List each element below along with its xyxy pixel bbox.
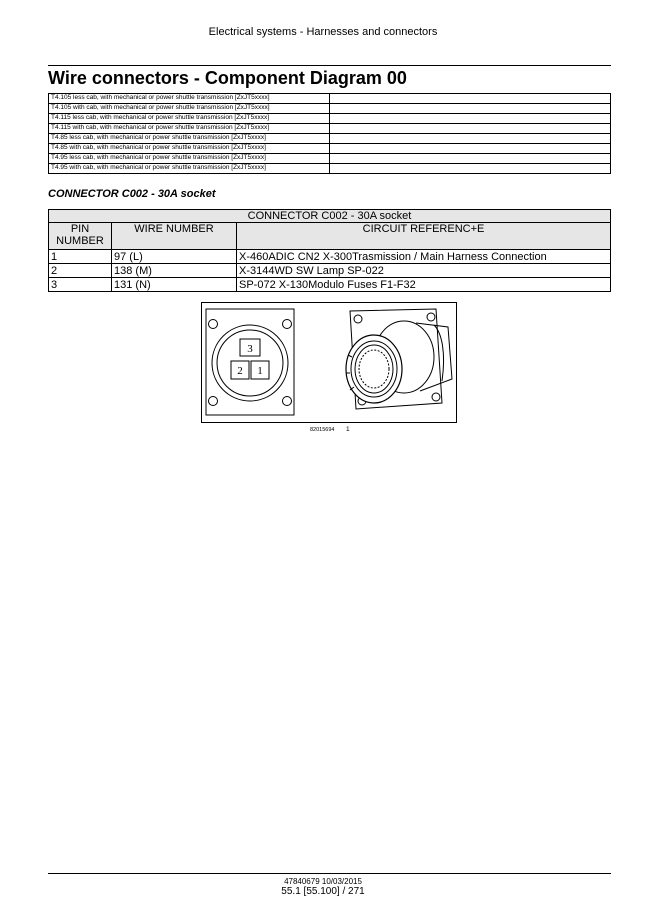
running-header: Electrical systems - Harnesses and connectors bbox=[208, 26, 438, 38]
wire-cell: 131 (N) bbox=[112, 278, 237, 292]
footer-page-ref: 55.1 [55.100] / 271 bbox=[281, 886, 365, 897]
model-cell: T4.115 with cab, with mechanical or power shuttle transmission [ZxJT5xxxx] bbox=[49, 124, 330, 134]
column-header-circuit: CIRCUIT REFERENC+E bbox=[237, 223, 611, 250]
table-row bbox=[49, 250, 611, 264]
table-row bbox=[49, 154, 611, 164]
mounting-hole bbox=[427, 313, 435, 321]
wire-cell: 97 (L) bbox=[112, 250, 237, 264]
empty-cell bbox=[330, 104, 611, 114]
model-cell: T4.105 with cab, with mechanical or power shuttle transmission [ZxJT5xxxx] bbox=[49, 104, 330, 114]
pin-cell: 1 bbox=[49, 250, 112, 264]
table-row bbox=[49, 164, 611, 174]
mounting-hole bbox=[432, 393, 440, 401]
header-rule bbox=[48, 65, 611, 66]
empty-cell bbox=[330, 94, 611, 104]
connector-figure bbox=[201, 302, 457, 423]
mounting-hole bbox=[283, 397, 292, 406]
mounting-hole bbox=[354, 315, 362, 323]
mounting-hole bbox=[209, 320, 218, 329]
section-title: CONNECTOR C002 - 30A socket bbox=[48, 188, 216, 200]
model-cell: T4.115 less cab, with mechanical or power shuttle transmission [ZxJT5xxxx] bbox=[49, 114, 330, 124]
table-row bbox=[49, 264, 611, 278]
table-row bbox=[49, 134, 611, 144]
footer-rule bbox=[48, 873, 611, 874]
pin-cell: 3 bbox=[49, 278, 112, 292]
table-caption: CONNECTOR C002 - 30A socket bbox=[49, 210, 611, 223]
empty-cell bbox=[330, 124, 611, 134]
page-title: Wire connectors - Component Diagram 00 bbox=[48, 68, 407, 88]
pin-cell: 2 bbox=[49, 264, 112, 278]
pin-label: 1 bbox=[257, 365, 263, 377]
mounting-hole bbox=[283, 320, 292, 329]
empty-cell bbox=[330, 154, 611, 164]
figure-code: 82015694 bbox=[310, 427, 335, 433]
table-header-row bbox=[49, 223, 611, 250]
socket-inner-ring bbox=[217, 330, 283, 396]
connector-pinout-table bbox=[48, 209, 611, 292]
circuit-cell: SP-072 X-130Modulo Fuses F1-F32 bbox=[237, 278, 611, 292]
empty-cell bbox=[330, 134, 611, 144]
socket-outer-ring bbox=[212, 325, 288, 401]
table-row bbox=[49, 144, 611, 154]
table-caption-row bbox=[49, 210, 611, 223]
circuit-cell: X-460ADIC CN2 X-300Trasmission / Main Harness Connection bbox=[237, 250, 611, 264]
mounting-hole bbox=[209, 397, 218, 406]
model-cell: T4.105 less cab, with mechanical or power shuttle transmission [ZxJT5xxxx] bbox=[49, 94, 330, 104]
table-row bbox=[49, 114, 611, 124]
circuit-cell: X-3144WD SW Lamp SP-022 bbox=[237, 264, 611, 278]
figure-number: 1 bbox=[346, 426, 350, 433]
pin-label: 3 bbox=[247, 343, 253, 355]
model-cell: T4.95 with cab, with mechanical or power shuttle transmission [ZxJT5xxxx] bbox=[49, 164, 330, 174]
wire-cell: 138 (M) bbox=[112, 264, 237, 278]
connector-illustration bbox=[202, 303, 456, 422]
table-row bbox=[49, 278, 611, 292]
table-row bbox=[49, 104, 611, 114]
column-header-pin: PIN NUMBER bbox=[49, 223, 112, 250]
model-cell: T4.85 less cab, with mechanical or power shuttle transmission [ZxJT5xxxx] bbox=[49, 134, 330, 144]
table-row bbox=[49, 94, 611, 104]
table-row bbox=[49, 124, 611, 134]
model-cell: T4.85 with cab, with mechanical or power shuttle transmission [ZxJT5xxxx] bbox=[49, 144, 330, 154]
footer-doc-id: 47840679 10/03/2015 bbox=[284, 877, 362, 886]
pin-label: 2 bbox=[237, 365, 243, 377]
empty-cell bbox=[330, 114, 611, 124]
model-cell: T4.95 less cab, with mechanical or power shuttle transmission [ZxJT5xxxx] bbox=[49, 154, 330, 164]
empty-cell bbox=[330, 144, 611, 154]
model-applicability-table bbox=[48, 93, 611, 174]
column-header-wire: WIRE NUMBER bbox=[112, 223, 237, 250]
empty-cell bbox=[330, 164, 611, 174]
